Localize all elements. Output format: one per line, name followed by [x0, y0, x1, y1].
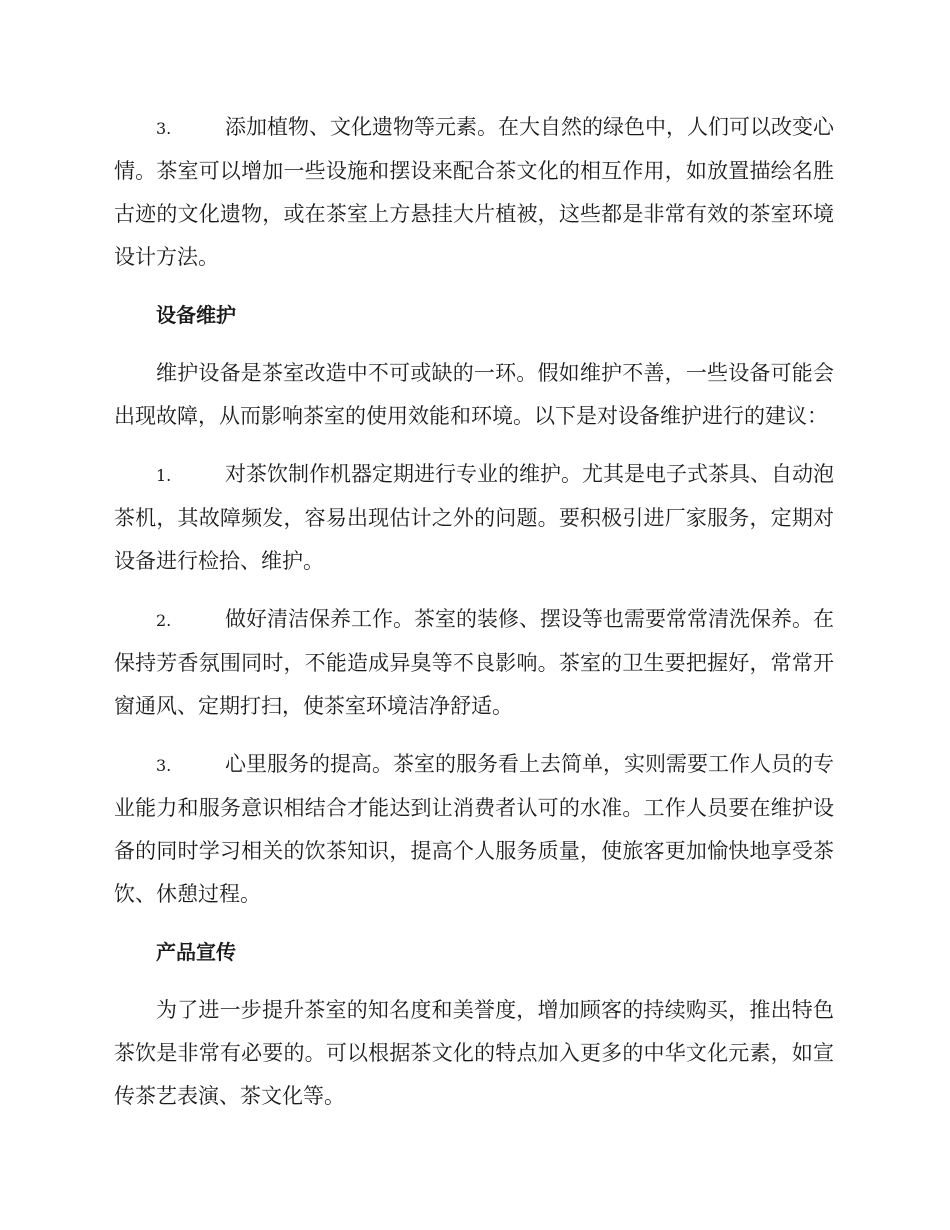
list-item-text: 对茶饮制作机器定期进行专业的维护。尤其是电子式茶具、自动泡茶机，其故障频发，容易出现估计之外的问题。要积极引进厂家服务，定期对设备进行检拾、维护。 — [114, 462, 834, 573]
section-paragraph: 为了进一步提升茶室的知名度和美誉度，增加顾客的持续购买，推出特色茶饮是非常有必要的。可以根据茶文化的特点加入更多的中华文化元素，如宣传茶艺表演、茶文化等。 — [114, 998, 834, 1108]
list-number: 2. — [156, 611, 172, 630]
section-heading-maintenance: 设备维护 — [156, 303, 236, 327]
list-item — [114, 743, 834, 916]
list-number: 1. — [156, 466, 172, 485]
list-item — [114, 453, 834, 583]
section-paragraph: 维护设备是茶室改造中不可或缺的一环。假如维护不善，一些设备可能会出现故障，从而影响茶室的使用效能和环境。以下是对设备维护进行的建议： — [114, 361, 834, 428]
list-item-text: 添加植物、文化遗物等元素。在大自然的绿色中，人们可以改变心情。茶室可以增加一些设施和摆设来配合茶文化的相互作用，如放置描绘名胜古迹的文化遗物，或在茶室上方悬挂大片植被，这些都是非常有效的茶室环境设计方法。 — [114, 115, 834, 269]
section-heading-promotion: 产品宣传 — [156, 940, 236, 964]
document-page — [114, 106, 834, 1133]
list-number: 3. — [156, 119, 172, 138]
list-item — [114, 598, 834, 728]
list-item-text: 做好清洁保养工作。茶室的装修、摆设等也需要常常清洗保养。在保持芳香氛围同时，不能造成异臭等不良影响。茶室的卫生要把握好，常常开窗通风、定期打扫，使茶室环境洁净舒适。 — [114, 607, 834, 718]
list-number: 3. — [156, 756, 172, 775]
list-item — [114, 106, 834, 279]
list-item-text: 心里服务的提高。茶室的服务看上去简单，实则需要工作人员的专业能力和服务意识相结合才能达到让消费者认可的水准。工作人员要在维护设备的同时学习相关的饮茶知识，提高个人服务质量，使旅客更加愉快地享受茶饮、休憩过程。 — [114, 752, 834, 906]
